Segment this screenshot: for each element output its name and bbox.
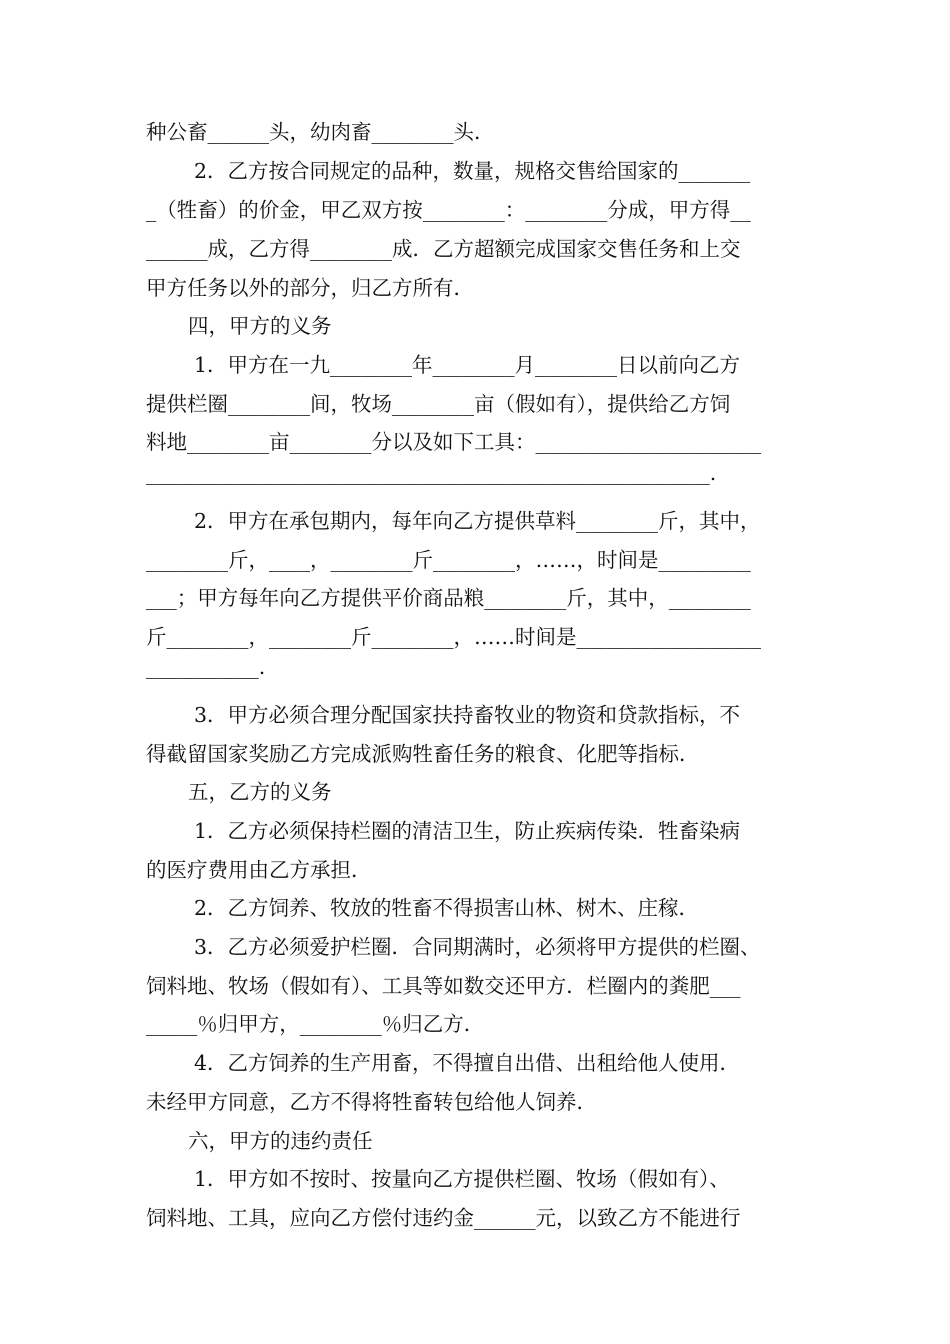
text-line: _____％归甲方，________％归乙方． [146, 1012, 485, 1036]
clause-5-3-line: 3．乙方必须爱护栏圈．合同期满时，必须将甲方提供的栏圈、 [194, 935, 761, 959]
clause-5-4-line: 4．乙方饲养的生产用畜，不得擅自出借、出租给他人使用． [194, 1051, 741, 1075]
text-line: 未经甲方同意，乙方不得将牲畜转包给他人饲养． [146, 1090, 597, 1114]
clause-3-2-line: 2．乙方按合同规定的品种，数量，规格交售给国家的_______ [194, 159, 751, 183]
text-line: 得截留国家奖励乙方完成派购牲畜任务的粮食、化肥等指标． [146, 742, 700, 766]
text-line: ______成，乙方得________成．乙方超额完成国家交售任务和上交 [146, 237, 741, 261]
clause-4-3-line: 3．甲方必须合理分配国家扶持畜牧业的物资和贷款指标，不 [194, 703, 741, 727]
text-line: 提供栏圈________间，牧场________亩（假如有），提供给乙方饲 [146, 392, 731, 416]
clause-4-2-line: 2．甲方在承包期内，每年向乙方提供草料________斤，其中， [194, 509, 761, 533]
text-line: 饲料地、牧场（假如有）、工具等如数交还甲方．栏圈内的粪肥___ [146, 974, 741, 998]
text-line: 种公畜______头，幼肉畜________头． [146, 120, 495, 144]
text-line: _（牲畜）的价金，甲乙双方按________：________分成，甲方得__ [146, 198, 751, 222]
section-heading-5: 五，乙方的义务 [188, 780, 332, 804]
section-heading-6: 六，甲方的违约责任 [188, 1129, 373, 1153]
text-line: _______________________________________________________. [146, 461, 717, 485]
clause-6-1-line: 1．甲方如不按时、按量向乙方提供栏圈、牧场（假如有）、 [194, 1167, 730, 1191]
text-line: 料地________亩________分以及如下工具：______________________ [146, 430, 761, 454]
clause-5-1-line: 1．乙方必须保持栏圈的清洁卫生，防止疾病传染．牲畜染病 [194, 819, 741, 843]
text-line: 饲料地、工具，应向乙方偿付违约金______元，以致乙方不能进行 [146, 1206, 741, 1230]
clause-4-1-line: 1．甲方在一九________年________月________日以前向乙方 [194, 353, 741, 377]
text-line: 的医疗费用由乙方承担． [146, 858, 372, 882]
text-line: ___________. [146, 655, 266, 679]
text-line: ___；甲方每年向乙方提供平价商品粮________斤，其中，________ [146, 586, 751, 610]
text-line: 斤________，________斤________，……时间是__________________ [146, 625, 761, 649]
clause-5-2-line: 2．乙方饲养、牧放的牲畜不得损害山林、树木、庄稼． [194, 896, 700, 920]
text-line: 甲方任务以外的部分，归乙方所有． [146, 276, 474, 300]
text-line: ________斤，____，________斤________，……，时间是_________ [146, 548, 751, 572]
section-heading-4: 四，甲方的义务 [188, 314, 332, 338]
